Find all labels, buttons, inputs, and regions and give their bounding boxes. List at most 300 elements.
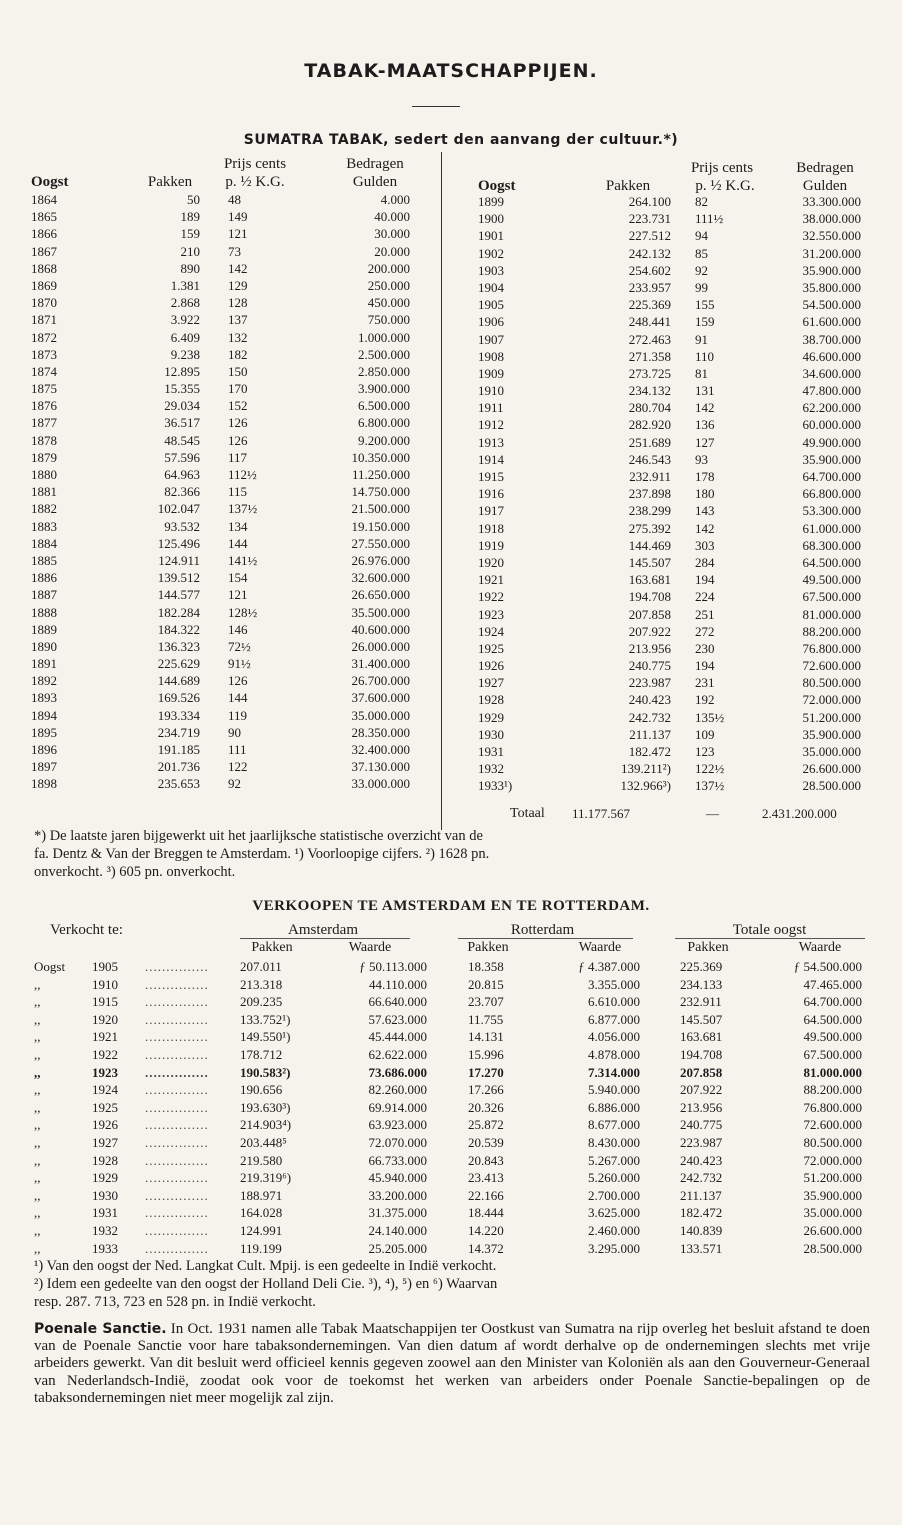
table-row xyxy=(0,604,441,621)
cell-prijs: 111½ xyxy=(695,211,724,227)
poenale-sanctie-lead: Poenale Sanctie. xyxy=(34,1321,167,1337)
cell-t-pakken: 163.681 xyxy=(680,1029,723,1045)
prijs-header-right-1: Prijs cents xyxy=(690,160,754,176)
cell-prefix: Oogst xyxy=(34,959,66,974)
cell-dots: ............... xyxy=(145,1099,209,1115)
cell-pakken: 890 xyxy=(180,260,200,276)
prijs-header-right-2: p. ½ K.G. xyxy=(695,178,755,194)
cell-a-pakken: 203.448⁵ xyxy=(240,1134,287,1150)
cell-prijs: 109 xyxy=(695,726,715,742)
cell-pakken: 93.532 xyxy=(164,518,200,534)
table-row xyxy=(0,1064,902,1082)
cell-year: 1932 xyxy=(92,1222,118,1238)
cell-pakken: 124.911 xyxy=(158,552,200,568)
table-row xyxy=(0,672,441,689)
cell-pakken: 57.596 xyxy=(164,449,200,465)
cell-t-pakken: 240.423 xyxy=(680,1152,723,1168)
cell-pakken: 211.137 xyxy=(629,726,671,742)
cell-bedragen: 32.400.000 xyxy=(351,742,410,757)
cell-dots: ............... xyxy=(145,1240,209,1256)
title-divider xyxy=(412,106,460,107)
cell-prijs: 132 xyxy=(228,329,248,345)
cell-prijs: 194 xyxy=(695,658,715,674)
cell-bedragen: 40.600.000 xyxy=(351,621,410,637)
cell-t-pakken: 207.922 xyxy=(680,1082,723,1098)
cell-t-waarde: 80.500.000 xyxy=(803,1134,862,1150)
totaal-label: Totaal xyxy=(510,806,545,821)
cell-prijs: 152 xyxy=(228,398,248,414)
cell-pakken: 36.517 xyxy=(164,415,200,431)
cell-prijs: 192 xyxy=(695,692,715,708)
cell-r-waarde: 2.700.000 xyxy=(588,1187,640,1203)
cell-year: 1927 xyxy=(92,1134,118,1150)
cell-bedragen: 26.650.000 xyxy=(351,587,410,603)
cell-r-waarde: 5.267.000 xyxy=(588,1152,640,1168)
cell-prijs: 81 xyxy=(695,365,708,381)
cell-r-pakken: 23.413 xyxy=(468,1170,504,1186)
table-row xyxy=(0,1134,902,1152)
cell-bedragen: 26.600.000 xyxy=(802,761,861,777)
cell-a-waarde: 31.375.000 xyxy=(368,1205,427,1221)
cell-pakken: 136.323 xyxy=(157,638,200,654)
cell-oogst: 1932 xyxy=(478,761,504,777)
verkoop-footnote-3: resp. 287. 713, 723 en 528 pn. in Indië verkocht. xyxy=(34,1294,316,1310)
cell-prefix: ,, xyxy=(34,1222,41,1238)
cell-pakken: 280.704 xyxy=(628,400,671,416)
pakken-header-left: Pakken xyxy=(147,174,193,190)
cell-oogst: 1884 xyxy=(31,535,57,551)
cell-pakken: 210 xyxy=(180,243,200,259)
cell-oogst: 1906 xyxy=(478,314,504,330)
cell-pakken: 242.732 xyxy=(628,709,671,725)
cell-t-pakken: 223.987 xyxy=(680,1134,723,1150)
cell-bedragen: 10.350.000 xyxy=(351,449,410,465)
cell-oogst: 1867 xyxy=(31,243,57,259)
cell-prijs: 117 xyxy=(228,449,248,465)
cell-pakken: 272.463 xyxy=(628,331,671,347)
table-row xyxy=(441,502,902,519)
cell-r-waarde: 4.878.000 xyxy=(588,1046,640,1062)
table-row xyxy=(441,382,902,399)
cell-t-waarde: 26.600.000 xyxy=(803,1222,862,1238)
cell-t-waarde: 51.200.000 xyxy=(803,1170,862,1186)
cell-pakken: 248.441 xyxy=(628,314,671,330)
rotterdam-header: Rotterdam xyxy=(510,922,575,938)
cell-oogst: 1907 xyxy=(478,331,504,347)
poenale-sanctie-paragraph xyxy=(34,1321,870,1407)
cell-pakken: 139.211²) xyxy=(621,761,671,777)
oogst-header-left: Oogst xyxy=(31,174,69,190)
cell-oogst: 1904 xyxy=(478,279,504,295)
cell-a-waarde: 69.914.000 xyxy=(368,1099,427,1115)
cell-prijs: 170 xyxy=(228,381,248,397)
totaal-prijs: — xyxy=(706,806,719,821)
cell-r-waarde: 6.610.000 xyxy=(588,994,640,1010)
footnote-line-3: onverkocht. ³) 605 pn. onverkocht. xyxy=(34,864,236,880)
cell-oogst: 1917 xyxy=(478,503,504,519)
cell-bedragen: 26.000.000 xyxy=(351,638,410,654)
cell-prijs: 85 xyxy=(695,245,708,261)
cell-pakken: 182.472 xyxy=(628,744,671,759)
cell-pakken: 227.512 xyxy=(628,228,671,244)
totale-oogst-header: Totale oogst xyxy=(732,922,807,938)
table-row xyxy=(441,640,902,657)
cell-prijs: 94 xyxy=(695,228,708,244)
cell-oogst: 1864 xyxy=(31,192,57,207)
cell-oogst: 1920 xyxy=(478,554,504,570)
cell-prijs: 126 xyxy=(228,415,248,431)
cell-prijs: 142 xyxy=(695,520,715,536)
cell-prijs: 121 xyxy=(228,587,248,603)
cell-r-pakken: 14.372 xyxy=(468,1240,504,1256)
cell-r-pakken: 20.539 xyxy=(468,1134,504,1150)
table-row xyxy=(0,958,902,976)
footnote-line-2: fa. Dentz & Van der Breggen te Amsterdam. ¹) Voorloopige cijfers. ²) 1628 pn. xyxy=(34,846,490,862)
table-row xyxy=(441,399,902,416)
cell-bedragen: 35.900.000 xyxy=(802,451,861,467)
cell-oogst: 1912 xyxy=(478,417,504,433)
cell-oogst: 1886 xyxy=(31,570,57,586)
cell-prijs: 146 xyxy=(228,621,248,637)
cell-prijs: 137 xyxy=(228,312,248,328)
cell-a-waarde: 24.140.000 xyxy=(368,1222,427,1238)
table-row xyxy=(0,277,441,294)
bedragen-header-right-1: Bedragen xyxy=(796,160,854,176)
cell-bedragen: 6.500.000 xyxy=(358,398,410,414)
cell-prijs: 142 xyxy=(228,260,248,276)
cell-a-pakken: 149.550¹) xyxy=(240,1029,291,1045)
cell-oogst: 1876 xyxy=(31,398,57,414)
cell-prijs: 128 xyxy=(228,295,248,311)
cell-pakken: 254.602 xyxy=(628,262,671,278)
cell-year: 1923 xyxy=(92,1064,118,1080)
table-row xyxy=(0,432,441,449)
amsterdam-header: Amsterdam xyxy=(288,922,358,938)
cell-prijs: 272 xyxy=(695,623,715,639)
table-row xyxy=(0,483,441,500)
cell-t-waarde: 76.800.000 xyxy=(803,1099,862,1115)
cell-a-pakken: 190.656 xyxy=(240,1082,283,1098)
cell-oogst: 1877 xyxy=(31,415,57,431)
cell-oogst: 1883 xyxy=(31,518,57,534)
cell-a-waarde: 72.070.000 xyxy=(368,1134,427,1150)
cell-t-waarde: 72.000.000 xyxy=(803,1152,862,1168)
cell-bedragen: 28.500.000 xyxy=(802,778,861,794)
cell-prijs: 137½ xyxy=(228,501,258,517)
table-row xyxy=(0,500,441,517)
table-row xyxy=(0,449,441,466)
cell-a-pakken: 214.903⁴) xyxy=(240,1117,292,1133)
col-waarde-amsterdam: Waarde xyxy=(348,940,392,955)
cell-dots: ............... xyxy=(145,1046,209,1062)
table-row xyxy=(441,296,902,313)
table-row xyxy=(0,552,441,569)
cell-prijs: 194 xyxy=(695,572,715,588)
cell-bedragen: 47.800.000 xyxy=(802,383,861,399)
cell-dots: ............... xyxy=(145,1029,209,1045)
verkoop-footnote-2: ²) Idem een gedeelte van den oogst der Holland Deli Cie. ³), ⁴), ⁵) en ⁶) Waarvan xyxy=(34,1276,498,1292)
cell-bedragen: 76.800.000 xyxy=(802,640,861,656)
table-row xyxy=(0,1081,902,1099)
table-row xyxy=(441,588,902,605)
table-row xyxy=(441,520,902,537)
cell-prijs: 112½ xyxy=(228,467,257,482)
cell-bedragen: 61.000.000 xyxy=(802,520,861,536)
cell-r-pakken: 20.326 xyxy=(468,1099,504,1115)
table-row xyxy=(0,414,441,431)
cell-prijs: 178 xyxy=(695,469,715,484)
cell-r-waarde: 5.940.000 xyxy=(588,1082,640,1098)
cell-pakken: 132.966³) xyxy=(620,778,671,794)
table-row xyxy=(0,569,441,586)
cell-pakken: 251.689 xyxy=(628,434,671,450)
cell-r-pakken: 20.843 xyxy=(468,1152,504,1168)
cell-pakken: 1.381 xyxy=(170,277,200,293)
cell-a-pakken: 190.583²) xyxy=(240,1064,291,1080)
cell-pakken: 163.681 xyxy=(628,572,671,588)
cell-oogst: 1927 xyxy=(478,675,504,691)
cell-pakken: 246.543 xyxy=(628,451,671,467)
cell-prijs: 115 xyxy=(228,484,248,500)
table-row xyxy=(0,724,441,741)
table-row xyxy=(441,726,902,743)
cell-t-pakken: 240.775 xyxy=(680,1117,723,1133)
bedragen-header-right-2: Gulden xyxy=(802,178,848,194)
cell-prijs: 137½ xyxy=(695,778,725,794)
cell-r-pakken: 15.996 xyxy=(468,1046,504,1062)
table-row xyxy=(0,397,441,414)
table-row xyxy=(0,993,902,1011)
cell-dots: ............... xyxy=(145,1134,209,1150)
cell-pakken: 237.898 xyxy=(628,486,671,502)
cell-bedragen: 21.500.000 xyxy=(351,501,410,517)
col-pakken-totaal: Pakken xyxy=(687,940,729,955)
cell-prijs: 93 xyxy=(695,451,708,467)
table-row xyxy=(441,416,902,433)
cell-oogst: 1915 xyxy=(478,469,504,484)
cell-t-pakken: 242.732 xyxy=(680,1170,723,1186)
cell-pakken: 223.987 xyxy=(628,675,671,691)
col-waarde-rotterdam: Waarde xyxy=(578,940,622,955)
cell-bedragen: 49.500.000 xyxy=(802,572,861,588)
cell-pakken: 235.653 xyxy=(157,776,200,792)
cell-prijs: 92 xyxy=(695,262,708,278)
cell-t-pakken: 211.137 xyxy=(680,1187,722,1203)
cell-bedragen: 3.900.000 xyxy=(358,381,410,397)
cell-pakken: 6.409 xyxy=(170,329,200,345)
poenale-sanctie-text: In Oct. 1931 namen alle Tabak Maatschappijen ter Oostkust van Sumatra na rijp overleg het besluit afstand te doen van de Poenale Sanctie voor hare tabaksondernemingen. Van dien datum af wordt derhalve op de ondernemingen slechts met vrije arbeiders gewerkt. Van dit besluit werd officieel kennis gegeven zoowel aan den Minister van Koloniën als aan den Gouverneur-Generaal van Nederlandsch-Indië, zoodat ook voor de toekomst het werken van arbeiders onder Poenale Sanctie-bepalingen op de tabaksondernemingen niet meer mogelijk zal zijn. xyxy=(34,1321,871,1406)
cell-prijs: 303 xyxy=(695,537,715,553)
cell-pakken: 232.911 xyxy=(629,469,671,484)
cell-t-waarde: 88.200.000 xyxy=(803,1082,862,1098)
cell-bedragen: 81.000.000 xyxy=(802,606,861,622)
cell-prijs: 128½ xyxy=(228,604,258,620)
cell-pakken: 264.100 xyxy=(628,194,671,209)
cell-bedragen: 1.000.000 xyxy=(358,329,410,345)
table-row xyxy=(0,1099,902,1117)
table-row xyxy=(441,348,902,365)
cell-t-waarde: 35.000.000 xyxy=(803,1205,862,1221)
cell-pakken: 273.725 xyxy=(628,365,671,381)
table-row xyxy=(0,655,441,672)
cell-t-waarde: ƒ 54.500.000 xyxy=(793,959,862,974)
cell-pakken: 242.132 xyxy=(628,245,671,261)
cell-pakken: 234.132 xyxy=(628,383,671,399)
cell-oogst: 1898 xyxy=(31,776,57,792)
cell-t-waarde: 64.700.000 xyxy=(803,994,862,1010)
cell-a-pakken: 124.991 xyxy=(240,1222,283,1238)
cell-pakken: 233.957 xyxy=(628,279,671,295)
cell-t-pakken: 213.956 xyxy=(680,1099,723,1115)
cell-bedragen: 46.600.000 xyxy=(802,348,861,364)
cell-prijs: 131 xyxy=(695,383,715,399)
cell-t-waarde: 28.500.000 xyxy=(803,1240,862,1256)
cell-bedragen: 31.400.000 xyxy=(351,656,410,672)
table-row xyxy=(0,346,441,363)
cell-oogst: 1880 xyxy=(31,467,57,482)
cell-t-waarde: 35.900.000 xyxy=(803,1187,862,1203)
bedragen-header-left-2: Gulden xyxy=(352,174,398,190)
cell-dots: ............... xyxy=(145,1152,209,1168)
cell-oogst: 1908 xyxy=(478,348,504,364)
cell-year: 1924 xyxy=(92,1082,118,1098)
cell-r-waarde: 2.460.000 xyxy=(588,1222,640,1238)
table-row xyxy=(441,691,902,708)
bedragen-header-left-1: Bedragen xyxy=(346,156,404,172)
cell-oogst: 1928 xyxy=(478,692,504,708)
cell-pakken: 64.963 xyxy=(164,467,200,482)
cell-r-waarde: 3.355.000 xyxy=(588,976,640,992)
cell-prefix: ,, xyxy=(34,994,41,1010)
cell-bedragen: 35.500.000 xyxy=(351,604,410,620)
footnote-line-1: *) De laatste jaren bijgewerkt uit het jaarlijksche statistische overzicht van de xyxy=(34,828,483,844)
cell-oogst: 1924 xyxy=(478,623,504,639)
cell-prefix: ,, xyxy=(34,1187,41,1203)
cell-prijs: 122½ xyxy=(695,761,725,777)
col-pakken-amsterdam: Pakken xyxy=(251,940,293,955)
table-row xyxy=(441,554,902,571)
cell-bedragen: 68.300.000 xyxy=(802,537,861,553)
cell-pakken: 207.922 xyxy=(628,623,671,639)
cell-a-pakken: 193.630³) xyxy=(240,1099,291,1115)
cell-a-pakken: 119.199 xyxy=(240,1240,282,1256)
table-row xyxy=(441,468,902,485)
cell-pakken: 182.284 xyxy=(157,604,200,620)
cell-oogst: 1890 xyxy=(31,638,57,654)
page-title: TABAK-MAATSCHAPPIJEN. xyxy=(304,60,598,82)
cell-bedragen: 49.900.000 xyxy=(802,434,861,450)
cell-prijs: 110 xyxy=(695,348,715,364)
table-row xyxy=(0,311,441,328)
table-row xyxy=(441,245,902,262)
cell-a-waarde: 57.623.000 xyxy=(368,1011,427,1027)
cell-a-pakken: 133.752¹) xyxy=(240,1011,291,1027)
cell-r-waarde: 8.677.000 xyxy=(588,1117,640,1133)
cell-pakken: 282.920 xyxy=(628,417,671,433)
cell-r-pakken: 17.270 xyxy=(468,1064,504,1080)
cell-prefix: ,, xyxy=(34,1152,41,1168)
cell-prijs: 111 xyxy=(228,742,247,757)
cell-oogst: 1887 xyxy=(31,587,57,603)
cell-t-pakken: 232.911 xyxy=(680,994,722,1010)
cell-year: 1929 xyxy=(92,1170,118,1186)
cell-r-waarde: 6.877.000 xyxy=(588,1011,640,1027)
table-row xyxy=(441,623,902,640)
cell-r-pakken: 22.166 xyxy=(468,1187,504,1203)
cell-bedragen: 72.600.000 xyxy=(802,658,861,674)
table-row xyxy=(0,1187,902,1205)
cell-bedragen: 26.976.000 xyxy=(351,552,410,568)
cell-prijs: 126 xyxy=(228,432,248,448)
cell-t-waarde: 72.600.000 xyxy=(803,1117,862,1133)
cell-oogst: 1889 xyxy=(31,621,57,637)
table-row xyxy=(441,537,902,554)
cell-bedragen: 37.600.000 xyxy=(351,690,410,706)
cell-r-pakken: 14.220 xyxy=(468,1222,504,1238)
cell-oogst: 1871 xyxy=(31,312,57,328)
cell-a-pakken: 178.712 xyxy=(240,1046,283,1062)
cell-t-waarde: 67.500.000 xyxy=(803,1046,862,1062)
cell-pakken: 145.507 xyxy=(628,554,671,570)
cell-r-pakken: 25.872 xyxy=(468,1117,504,1133)
table-row xyxy=(0,1116,902,1134)
table-row xyxy=(0,294,441,311)
cell-oogst: 1901 xyxy=(478,228,504,244)
cell-year: 1910 xyxy=(92,976,118,992)
cell-prefix: ,, xyxy=(34,1011,41,1027)
cell-a-waarde: 44.110.000 xyxy=(368,976,427,992)
cell-year: 1931 xyxy=(92,1205,118,1221)
cell-pakken: 144.469 xyxy=(628,537,671,553)
rotterdam-rule xyxy=(458,938,633,939)
cell-pakken: 191.185 xyxy=(157,742,200,757)
cell-pakken: 275.392 xyxy=(628,520,671,536)
table-row xyxy=(0,225,441,242)
cell-year: 1930 xyxy=(92,1187,118,1203)
cell-bedragen: 28.350.000 xyxy=(351,724,410,740)
cell-a-waarde: 45.940.000 xyxy=(368,1170,427,1186)
cell-oogst: 1922 xyxy=(478,589,504,605)
table-row xyxy=(441,365,902,382)
cell-bedragen: 31.200.000 xyxy=(802,245,861,261)
cell-oogst: 1900 xyxy=(478,211,504,227)
cell-bedragen: 60.000.000 xyxy=(802,417,861,433)
cell-a-waarde: 73.686.000 xyxy=(368,1064,427,1080)
cell-bedragen: 88.200.000 xyxy=(802,623,861,639)
cell-pakken: 225.629 xyxy=(157,656,200,672)
cell-t-waarde: 47.465.000 xyxy=(803,976,862,992)
cell-t-pakken: 225.369 xyxy=(680,959,723,974)
table-row xyxy=(0,518,441,535)
prijs-header-left-1: Prijs cents xyxy=(223,156,287,172)
cell-prijs: 127 xyxy=(695,434,715,450)
cell-prijs: 251 xyxy=(695,606,715,622)
table-row xyxy=(441,434,902,451)
totaal-pakken: 11.177.567 xyxy=(572,806,631,821)
table-row xyxy=(441,760,902,777)
cell-prijs: 144 xyxy=(228,690,248,706)
cell-oogst: 1918 xyxy=(478,520,504,536)
cell-t-pakken: 140.839 xyxy=(680,1222,723,1238)
cell-prijs: 180 xyxy=(695,486,715,502)
cell-bedragen: 33.300.000 xyxy=(802,194,861,209)
cell-prijs: 231 xyxy=(695,675,715,691)
cell-bedragen: 53.300.000 xyxy=(802,503,861,519)
cell-oogst: 1875 xyxy=(31,381,57,397)
cell-t-pakken: 207.858 xyxy=(680,1064,723,1080)
cell-oogst: 1865 xyxy=(31,209,57,225)
cell-pakken: 159 xyxy=(180,226,200,242)
